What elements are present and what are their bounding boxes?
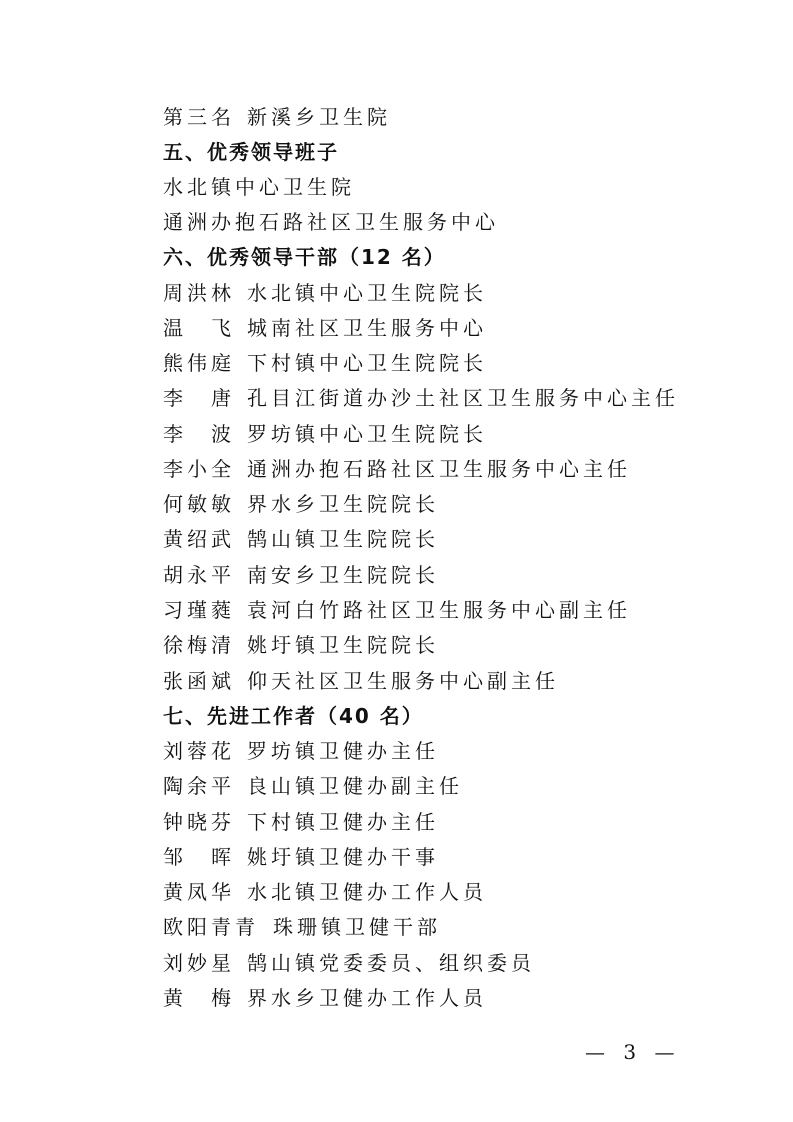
entry-name: 习瑾蕤 — [163, 598, 235, 622]
list-entry — [163, 665, 559, 697]
list-entry — [163, 629, 439, 661]
entry-name: 钟晓芬 — [163, 810, 235, 834]
list-entry — [163, 523, 439, 555]
entry-name: 温 飞 — [163, 316, 235, 340]
list-entry — [163, 277, 487, 309]
entry-detail: 罗坊镇卫健办主任 — [247, 739, 439, 763]
list-entry — [163, 841, 439, 873]
list-entry — [163, 876, 487, 908]
list-entry — [163, 488, 439, 520]
entry-name: 李 唐 — [163, 386, 235, 410]
list-entry — [163, 594, 631, 626]
entry-name: 徐梅清 — [163, 633, 235, 657]
entry-name: 邹 晖 — [163, 845, 235, 869]
list-entry — [163, 418, 487, 450]
entry-name: 李 波 — [163, 422, 235, 446]
entry-detail: 姚圩镇卫生院院长 — [247, 633, 439, 657]
entry-name: 熊伟庭 — [163, 351, 235, 375]
entry-detail: 孔目江街道办沙土社区卫生服务中心主任 — [247, 386, 679, 410]
entry-name: 第三名 — [163, 105, 235, 129]
list-entry — [163, 559, 439, 591]
entry-detail: 良山镇卫健办副主任 — [247, 774, 463, 798]
list-entry — [163, 806, 439, 838]
list-entry — [163, 347, 487, 379]
entry-name: 刘蓉花 — [163, 739, 235, 763]
entry-detail: 南安乡卫生院院长 — [247, 563, 439, 587]
entry-detail: 界水乡卫生院院长 — [247, 492, 439, 516]
entry-detail: 界水乡卫健办工作人员 — [247, 986, 487, 1010]
entry-name: 陶余平 — [163, 774, 235, 798]
entry-name: 胡永平 — [163, 563, 235, 587]
list-entry — [163, 312, 487, 344]
entry-detail: 水北镇中心卫生院院长 — [247, 281, 487, 305]
entry-detail: 罗坊镇中心卫生院院长 — [247, 422, 487, 446]
section-heading: 七、先进工作者（40 名） — [163, 704, 424, 728]
list-entry — [163, 911, 441, 943]
entry-name: 黄凤华 — [163, 880, 235, 904]
entry-name: 李小全 — [163, 457, 235, 481]
section-heading: 五、优秀领导班子 — [163, 140, 339, 164]
entry-detail: 鹄山镇卫生院院长 — [247, 527, 439, 551]
list-entry — [163, 982, 487, 1014]
entry-name: 欧阳青青 — [163, 915, 259, 939]
entry-detail: 姚圩镇卫健办干事 — [247, 845, 439, 869]
entry-detail: 城南社区卫生服务中心 — [247, 316, 487, 340]
entry-name: 张函斌 — [163, 669, 235, 693]
list-entry — [163, 735, 439, 767]
page-number: — 3 — — [585, 1040, 681, 1064]
entry-detail: 新溪乡卫生院 — [247, 105, 391, 129]
entry-name: 刘妙星 — [163, 951, 235, 975]
list-entry — [163, 101, 391, 133]
entry-name: 黄 梅 — [163, 986, 235, 1010]
entry-name: 周洪林 — [163, 281, 235, 305]
list-item: 水北镇中心卫生院 — [163, 175, 355, 199]
entry-detail: 通洲办抱石路社区卫生服务中心主任 — [247, 457, 631, 481]
entry-detail: 水北镇卫健办工作人员 — [247, 880, 487, 904]
list-entry — [163, 770, 463, 802]
entry-detail: 下村镇卫健办主任 — [247, 810, 439, 834]
entry-name: 黄绍武 — [163, 527, 235, 551]
list-entry — [163, 453, 631, 485]
entry-detail: 下村镇中心卫生院院长 — [247, 351, 487, 375]
section-heading: 六、优秀领导干部（12 名） — [163, 245, 446, 269]
list-entry — [163, 382, 679, 414]
list-item: 通洲办抱石路社区卫生服务中心 — [163, 210, 499, 234]
entry-detail: 鹄山镇党委委员、组织委员 — [247, 951, 535, 975]
list-entry — [163, 947, 535, 979]
entry-detail: 仰天社区卫生服务中心副主任 — [247, 669, 559, 693]
entry-detail: 袁河白竹路社区卫生服务中心副主任 — [247, 598, 631, 622]
entry-detail: 珠珊镇卫健干部 — [273, 915, 441, 939]
entry-name: 何敏敏 — [163, 492, 235, 516]
